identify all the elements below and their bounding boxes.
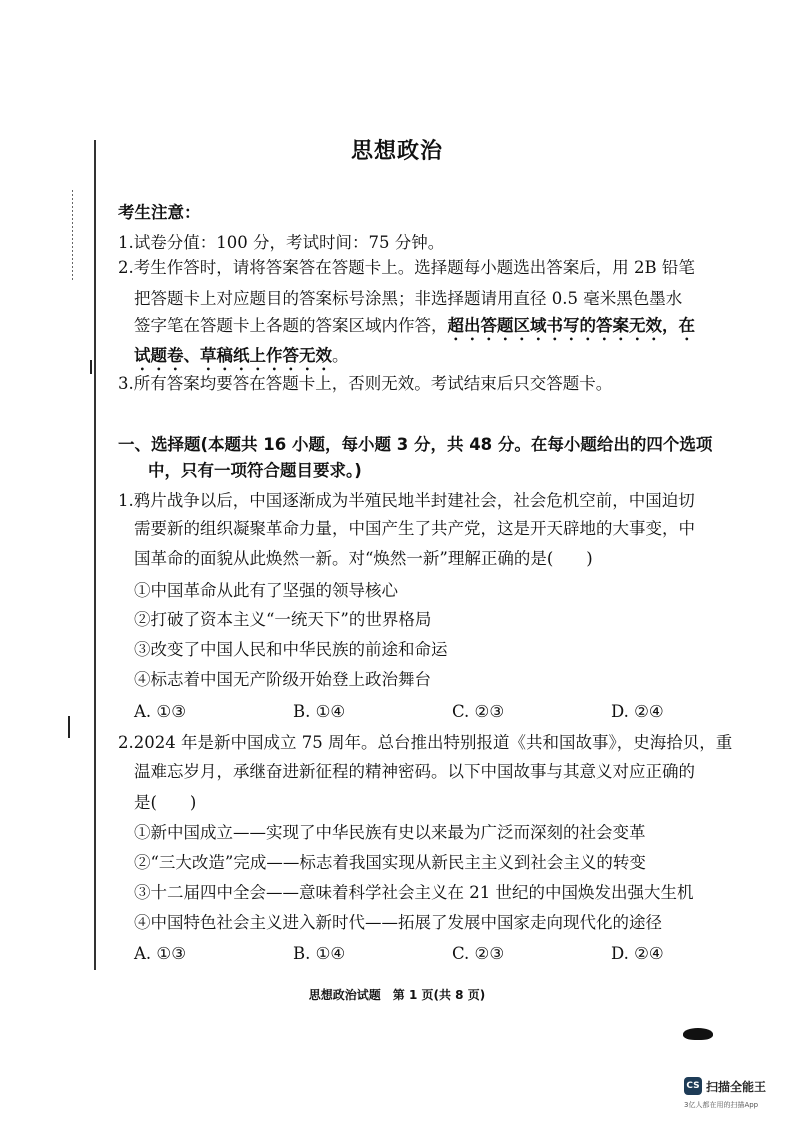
margin-line	[94, 140, 96, 970]
q2-stem: 是( )	[134, 793, 197, 812]
q1-statement-1: ①中国革命从此有了坚强的领导核心	[134, 581, 398, 600]
notice-item-2-cont: 把答题卡上对应题目的答案标号涂黑；非选择题请用直径 0.5 毫米黑色墨水	[134, 289, 683, 308]
notice-item-1: 1.试卷分值：100 分，考试时间：75 分钟。	[118, 233, 445, 252]
q2-statement-3: ③十二届四中全会——意味着科学社会主义在 21 世纪的中国焕发出强大生机	[134, 883, 694, 902]
page-title: 思想政治	[350, 139, 443, 164]
q1-stem: 1.鸦片战争以后，中国逐渐成为半殖民地半封建社会，社会危机空前，中国迫切	[118, 491, 695, 510]
q2-option-d[interactable]: D. ②④	[611, 944, 664, 963]
q2-stem: 温难忘岁月，承继奋进新征程的精神密码。以下中国故事与其意义对应正确的	[134, 762, 695, 781]
q2-option-c[interactable]: C. ②③	[452, 944, 505, 963]
notice-item-2: 2.考生作答时，请将答案答在答题卡上。选择题每小题选出答案后，用 2B 铅笔	[118, 258, 695, 277]
watermark-name: 扫描全能王	[706, 1080, 767, 1094]
q2-stem: 2.2024 年是新中国成立 75 周年。总台推出特别报道《共和国故事》，史海拾贝，重	[118, 733, 733, 752]
q2-option-b[interactable]: B. ①④	[293, 944, 346, 963]
q1-stem: 国革命的面貌从此焕然一新。对“焕然一新”理解正确的是( )	[134, 549, 593, 568]
q1-option-d[interactable]: D. ②④	[611, 702, 664, 721]
q2-statement-1: ①新中国成立——实现了中华民族有史以来最为广泛而深刻的社会变革	[134, 823, 646, 842]
section-heading-cont: 中，只有一项符合题目要求。)	[148, 461, 362, 480]
notice-text: 签字笔在答题卡上各题的答案区域内作答，	[134, 316, 448, 335]
notice-item-2-cont	[134, 311, 695, 344]
q1-stem: 需要新的组织凝聚革命力量，中国产生了共产党，这是开天辟地的大事变，中	[134, 519, 695, 538]
page-footer: 思想政治试题 第 1 页(共 8 页)	[308, 988, 486, 1002]
camscanner-logo-icon: CS	[684, 1077, 702, 1095]
notice-item-3: 3.所有答案均要答在答题卡上，否则无效。考试结束后只交答题卡。	[118, 374, 613, 393]
notice-emphasis: 超出答题区域书写的答案无效，在	[447, 316, 695, 335]
watermark-tagline: 3亿人都在用的扫描App	[684, 1101, 759, 1109]
q1-option-b[interactable]: B. ①④	[293, 702, 346, 721]
margin-dots	[72, 190, 73, 280]
q2-statement-2: ②“三大改造”完成——标志着我国实现从新民主主义到社会主义的转变	[134, 853, 646, 872]
section-heading: 一、选择题(本题共 16 小题，每小题 3 分，共 48 分。在每小题给出的四个选项	[118, 435, 713, 454]
notice-heading: 考生注意：	[118, 203, 201, 222]
q1-option-c[interactable]: C. ②③	[452, 702, 505, 721]
q1-statement-4: ④标志着中国无产阶级开始登上政治舞台	[134, 670, 431, 689]
q1-statement-3: ③改变了中国人民和中华民族的前途和命运	[134, 640, 448, 659]
margin-mark	[90, 360, 92, 374]
q1-statement-2: ②打破了资本主义“一统天下”的世界格局	[134, 610, 432, 629]
margin-mark	[68, 716, 70, 738]
notice-emphasis: 试题卷、草稿纸上作答无效	[134, 346, 332, 365]
scan-smudge	[683, 1028, 713, 1040]
q2-statement-4: ④中国特色社会主义进入新时代——拓展了发展中国家走向现代化的途径	[134, 913, 662, 932]
q2-option-a[interactable]: A. ①③	[134, 944, 186, 963]
notice-text: 。	[332, 346, 349, 365]
q1-option-a[interactable]: A. ①③	[134, 702, 186, 721]
